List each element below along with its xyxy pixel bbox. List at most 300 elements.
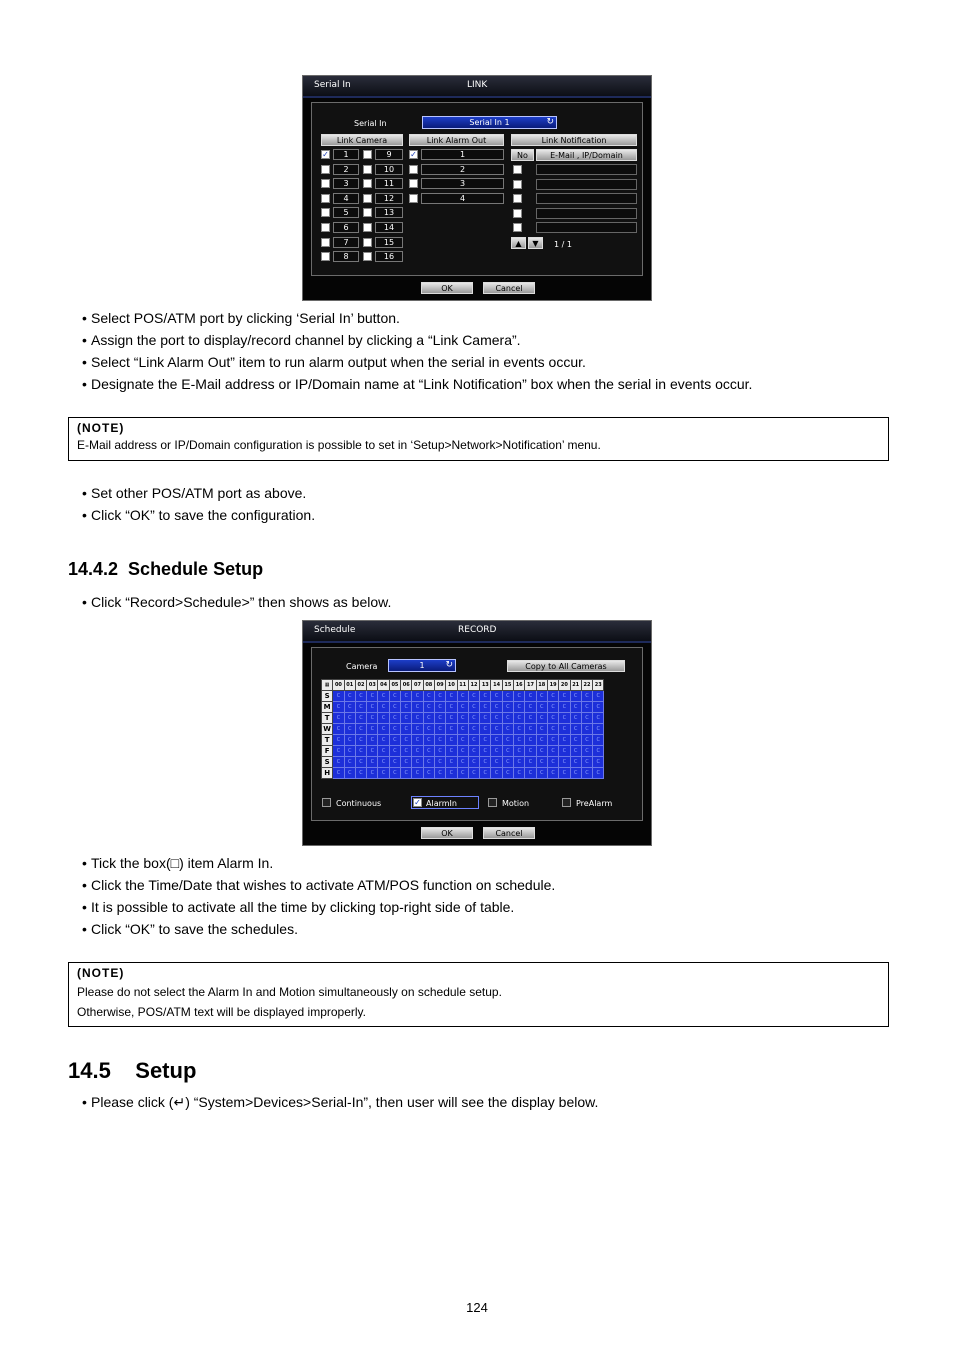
- link-camera-checkbox[interactable]: [321, 208, 330, 217]
- hour-header[interactable]: 00: [333, 680, 344, 691]
- hour-header[interactable]: 19: [547, 680, 558, 691]
- schedule-cell[interactable]: C: [468, 746, 479, 757]
- link-notification-checkbox[interactable]: [513, 165, 522, 174]
- link-alarm-out-checkbox[interactable]: [409, 179, 418, 188]
- continuous-label: Continuous: [336, 799, 382, 808]
- schedule-cell[interactable]: C: [525, 713, 536, 724]
- prealarm-checkbox[interactable]: [562, 798, 571, 807]
- link-alarm-out-checkbox[interactable]: [409, 194, 418, 203]
- schedule-cell[interactable]: C: [547, 691, 558, 702]
- schedule-cell[interactable]: C: [412, 702, 423, 713]
- schedule-title-center: RECORD: [458, 625, 497, 635]
- schedule-cell[interactable]: C: [333, 724, 344, 735]
- link-notification-checkbox[interactable]: [513, 180, 522, 189]
- schedule-cell[interactable]: C: [593, 691, 604, 702]
- link-alarm-out-checkbox[interactable]: [409, 165, 418, 174]
- link-camera-checkbox[interactable]: [363, 238, 372, 247]
- prealarm-label: PreAlarm: [576, 799, 613, 808]
- schedule-cell[interactable]: C: [570, 713, 581, 724]
- serial-in-select[interactable]: [422, 116, 557, 129]
- schedule-cell[interactable]: C: [355, 757, 366, 768]
- hour-header[interactable]: 17: [525, 680, 536, 691]
- schedule-cell[interactable]: C: [547, 735, 558, 746]
- schedule-cell[interactable]: C: [502, 735, 513, 746]
- list-item: • Click “OK” to save the configuration.: [82, 507, 316, 523]
- schedule-cell[interactable]: C: [502, 757, 513, 768]
- schedule-cell[interactable]: C: [344, 735, 355, 746]
- serial-in-value: Serial In 1: [469, 118, 510, 127]
- hour-header[interactable]: 14: [491, 680, 502, 691]
- schedule-cell[interactable]: C: [491, 746, 502, 757]
- schedule-cell[interactable]: C: [514, 757, 525, 768]
- schedule-cell[interactable]: C: [333, 702, 344, 713]
- schedule-cell[interactable]: C: [412, 757, 423, 768]
- camera-value: 1: [419, 661, 425, 670]
- schedule-cell[interactable]: C: [502, 746, 513, 757]
- schedule-cell[interactable]: C: [593, 713, 604, 724]
- schedule-cell[interactable]: C: [389, 746, 400, 757]
- schedule-cell[interactable]: C: [536, 724, 547, 735]
- link-camera-checkbox[interactable]: [363, 165, 372, 174]
- schedule-cell[interactable]: C: [401, 702, 412, 713]
- schedule-cell[interactable]: C: [446, 757, 457, 768]
- schedule-cell[interactable]: C: [570, 757, 581, 768]
- schedule-cell[interactable]: C: [344, 702, 355, 713]
- schedule-cell[interactable]: C: [491, 768, 502, 779]
- list-item: • Tick the box(□) item Alarm In.: [82, 855, 274, 871]
- link-camera-checkbox[interactable]: [363, 194, 372, 203]
- alarmin-checkbox[interactable]: ✓: [414, 798, 421, 807]
- day-header[interactable]: S: [322, 757, 333, 768]
- schedule-cell[interactable]: C: [434, 713, 445, 724]
- schedule-cell[interactable]: C: [536, 746, 547, 757]
- schedule-cell[interactable]: C: [355, 735, 366, 746]
- link-alarm-out-number: 1: [421, 149, 504, 160]
- copy-to-all-cameras-button[interactable]: Copy to All Cameras: [507, 660, 625, 672]
- schedule-cell[interactable]: C: [559, 724, 570, 735]
- schedule-cell[interactable]: C: [367, 713, 378, 724]
- schedule-cell[interactable]: C: [412, 735, 423, 746]
- schedule-cell[interactable]: C: [502, 724, 513, 735]
- schedule-cell[interactable]: C: [559, 691, 570, 702]
- schedule-cell[interactable]: C: [468, 768, 479, 779]
- schedule-cell[interactable]: C: [468, 702, 479, 713]
- link-notification-header[interactable]: Link Notification: [511, 134, 637, 146]
- schedule-cell[interactable]: C: [434, 768, 445, 779]
- schedule-cell[interactable]: C: [367, 735, 378, 746]
- schedule-cell[interactable]: C: [593, 702, 604, 713]
- link-camera-checkbox[interactable]: ✓: [322, 150, 329, 159]
- schedule-cell[interactable]: C: [491, 713, 502, 724]
- schedule-cell[interactable]: C: [423, 713, 434, 724]
- schedule-cell[interactable]: C: [333, 768, 344, 779]
- schedule-cell[interactable]: C: [514, 702, 525, 713]
- schedule-cell[interactable]: C: [333, 746, 344, 757]
- schedule-ok-button[interactable]: OK: [421, 827, 473, 839]
- schedule-cell[interactable]: C: [593, 768, 604, 779]
- schedule-cell[interactable]: C: [514, 713, 525, 724]
- schedule-cell[interactable]: C: [547, 724, 558, 735]
- schedule-cell[interactable]: C: [344, 713, 355, 724]
- link-camera-number: 15: [375, 237, 403, 248]
- schedule-cell[interactable]: C: [536, 735, 547, 746]
- schedule-cell[interactable]: C: [367, 746, 378, 757]
- schedule-cell[interactable]: C: [446, 768, 457, 779]
- schedule-cell[interactable]: C: [333, 757, 344, 768]
- hour-header[interactable]: 16: [514, 680, 525, 691]
- schedule-cell[interactable]: C: [559, 713, 570, 724]
- schedule-cell[interactable]: C: [536, 691, 547, 702]
- schedule-cell[interactable]: C: [401, 724, 412, 735]
- hour-header[interactable]: 13: [480, 680, 491, 691]
- schedule-cell[interactable]: C: [570, 746, 581, 757]
- schedule-cell[interactable]: C: [389, 702, 400, 713]
- schedule-cell[interactable]: C: [570, 768, 581, 779]
- link-notification-field[interactable]: [536, 164, 637, 175]
- schedule-cell[interactable]: C: [378, 691, 389, 702]
- schedule-cell[interactable]: C: [457, 768, 468, 779]
- schedule-cell[interactable]: C: [355, 746, 366, 757]
- schedule-cell[interactable]: C: [525, 757, 536, 768]
- schedule-cell[interactable]: C: [559, 735, 570, 746]
- schedule-cell[interactable]: C: [389, 735, 400, 746]
- schedule-cell[interactable]: C: [434, 724, 445, 735]
- link-alarm-out-header[interactable]: Link Alarm Out: [409, 134, 504, 146]
- schedule-cell[interactable]: C: [480, 691, 491, 702]
- schedule-cell[interactable]: C: [491, 757, 502, 768]
- link-camera-number: 8: [333, 251, 359, 262]
- schedule-cell[interactable]: C: [378, 713, 389, 724]
- schedule-cell[interactable]: C: [457, 691, 468, 702]
- schedule-cell[interactable]: C: [434, 735, 445, 746]
- link-notification-field[interactable]: [536, 179, 637, 190]
- schedule-cell[interactable]: C: [570, 724, 581, 735]
- schedule-cell[interactable]: C: [412, 713, 423, 724]
- list-item: • Please click (↵) “System>Devices>Serial-In”, then user will see the display below.: [82, 1094, 599, 1110]
- schedule-cell[interactable]: C: [457, 735, 468, 746]
- schedule-cell[interactable]: C: [480, 713, 491, 724]
- schedule-cancel-button[interactable]: Cancel: [483, 827, 535, 839]
- schedule-cell[interactable]: C: [581, 768, 592, 779]
- hour-header[interactable]: 05: [389, 680, 400, 691]
- note-line: E-Mail address or IP/Domain configuration is possible to set in ‘Setup>Network>Notification’ menu.: [77, 438, 601, 452]
- schedule-cell[interactable]: C: [525, 746, 536, 757]
- hour-header[interactable]: 22: [581, 680, 592, 691]
- link-camera-checkbox[interactable]: [363, 208, 372, 217]
- hour-header[interactable]: 04: [378, 680, 389, 691]
- day-header[interactable]: S: [322, 691, 333, 702]
- schedule-cell[interactable]: C: [434, 757, 445, 768]
- schedule-cell[interactable]: C: [536, 713, 547, 724]
- link-notification-field[interactable]: [536, 208, 637, 219]
- schedule-cell[interactable]: C: [559, 768, 570, 779]
- schedule-cell[interactable]: C: [536, 702, 547, 713]
- schedule-cell[interactable]: C: [514, 691, 525, 702]
- schedule-cell[interactable]: C: [468, 757, 479, 768]
- hour-header[interactable]: 20: [559, 680, 570, 691]
- schedule-cell[interactable]: C: [434, 746, 445, 757]
- schedule-cell[interactable]: C: [344, 691, 355, 702]
- link-camera-number: 11: [375, 178, 403, 189]
- schedule-cell[interactable]: C: [581, 724, 592, 735]
- schedule-cell[interactable]: C: [389, 757, 400, 768]
- schedule-cell[interactable]: C: [502, 702, 513, 713]
- hour-header[interactable]: 21: [570, 680, 581, 691]
- link-camera-checkbox[interactable]: [321, 238, 330, 247]
- hour-header[interactable]: 06: [401, 680, 412, 691]
- link-notification-checkbox[interactable]: [513, 209, 522, 218]
- schedule-screen: [302, 620, 652, 846]
- link-ok-button[interactable]: OK: [421, 282, 473, 294]
- link-camera-checkbox[interactable]: [363, 179, 372, 188]
- schedule-cell[interactable]: C: [581, 735, 592, 746]
- schedule-cell[interactable]: C: [593, 757, 604, 768]
- schedule-cell[interactable]: C: [502, 713, 513, 724]
- link-camera-number: 4: [333, 193, 359, 204]
- link-camera-number: 10: [375, 164, 403, 175]
- schedule-cell[interactable]: C: [401, 768, 412, 779]
- link-notification-field[interactable]: [536, 193, 637, 204]
- schedule-cell[interactable]: C: [547, 746, 558, 757]
- schedule-cell[interactable]: C: [514, 724, 525, 735]
- schedule-cell[interactable]: C: [344, 757, 355, 768]
- hour-header[interactable]: 12: [468, 680, 479, 691]
- schedule-cell[interactable]: C: [525, 735, 536, 746]
- day-header[interactable]: M: [322, 702, 333, 713]
- schedule-cell[interactable]: C: [355, 768, 366, 779]
- hour-header[interactable]: 10: [446, 680, 457, 691]
- schedule-cell[interactable]: C: [389, 691, 400, 702]
- link-camera-checkbox[interactable]: [321, 165, 330, 174]
- schedule-cell[interactable]: C: [581, 746, 592, 757]
- schedule-cell[interactable]: C: [412, 724, 423, 735]
- select-all-cell[interactable]: ▦: [322, 680, 333, 691]
- schedule-cell[interactable]: C: [525, 768, 536, 779]
- schedule-cell[interactable]: C: [581, 713, 592, 724]
- list-item: • Click the Time/Date that wishes to activate ATM/POS function on schedule.: [82, 877, 556, 893]
- schedule-cell[interactable]: C: [457, 724, 468, 735]
- page-up-button[interactable]: ▲: [511, 237, 526, 249]
- camera-select[interactable]: [388, 659, 456, 672]
- schedule-cell[interactable]: C: [355, 702, 366, 713]
- alarmin-option[interactable]: [411, 796, 479, 809]
- schedule-cell[interactable]: C: [333, 735, 344, 746]
- schedule-cell[interactable]: C: [491, 735, 502, 746]
- day-header[interactable]: H: [322, 768, 333, 779]
- link-camera-checkbox[interactable]: [363, 223, 372, 232]
- schedule-cell[interactable]: C: [559, 757, 570, 768]
- link-notification-field[interactable]: [536, 222, 637, 233]
- schedule-cell[interactable]: C: [547, 768, 558, 779]
- schedule-cell[interactable]: C: [491, 724, 502, 735]
- schedule-cell[interactable]: C: [536, 768, 547, 779]
- schedule-cell[interactable]: C: [367, 768, 378, 779]
- schedule-cell[interactable]: C: [581, 757, 592, 768]
- schedule-cell[interactable]: C: [514, 735, 525, 746]
- schedule-cell[interactable]: C: [491, 691, 502, 702]
- schedule-cell[interactable]: C: [457, 713, 468, 724]
- schedule-cell[interactable]: C: [480, 702, 491, 713]
- schedule-cell[interactable]: C: [401, 746, 412, 757]
- link-camera-header[interactable]: Link Camera: [321, 134, 403, 146]
- schedule-cell[interactable]: C: [423, 691, 434, 702]
- schedule-cell[interactable]: C: [446, 724, 457, 735]
- schedule-cell[interactable]: C: [570, 735, 581, 746]
- schedule-cell[interactable]: C: [593, 746, 604, 757]
- schedule-cell[interactable]: C: [468, 724, 479, 735]
- schedule-cell[interactable]: C: [412, 746, 423, 757]
- schedule-cell[interactable]: C: [581, 702, 592, 713]
- hour-header[interactable]: 11: [457, 680, 468, 691]
- link-alarm-out-number: 4: [421, 193, 504, 204]
- schedule-cell[interactable]: C: [457, 757, 468, 768]
- schedule-cell[interactable]: C: [593, 724, 604, 735]
- link-camera-checkbox[interactable]: [321, 179, 330, 188]
- schedule-cell[interactable]: C: [581, 691, 592, 702]
- schedule-cell[interactable]: C: [378, 724, 389, 735]
- schedule-cell[interactable]: C: [423, 724, 434, 735]
- schedule-cell[interactable]: C: [514, 768, 525, 779]
- schedule-cell[interactable]: C: [367, 757, 378, 768]
- schedule-cell[interactable]: C: [344, 724, 355, 735]
- hour-header[interactable]: 15: [502, 680, 513, 691]
- schedule-cell[interactable]: C: [446, 735, 457, 746]
- schedule-cell[interactable]: C: [333, 713, 344, 724]
- schedule-cell[interactable]: C: [547, 757, 558, 768]
- continuous-checkbox[interactable]: [322, 798, 331, 807]
- day-header[interactable]: T: [322, 713, 333, 724]
- link-camera-checkbox[interactable]: [321, 194, 330, 203]
- schedule-cell[interactable]: C: [547, 713, 558, 724]
- schedule-cell[interactable]: C: [344, 768, 355, 779]
- schedule-cell[interactable]: C: [468, 713, 479, 724]
- day-header[interactable]: F: [322, 746, 333, 757]
- hour-header[interactable]: 02: [355, 680, 366, 691]
- schedule-cell[interactable]: C: [480, 757, 491, 768]
- link-notification-checkbox[interactable]: [513, 223, 522, 232]
- link-cancel-button[interactable]: Cancel: [483, 282, 535, 294]
- schedule-cell[interactable]: C: [378, 735, 389, 746]
- schedule-cell[interactable]: C: [355, 713, 366, 724]
- schedule-cell[interactable]: C: [378, 702, 389, 713]
- schedule-cell[interactable]: C: [468, 691, 479, 702]
- hour-header[interactable]: 03: [367, 680, 378, 691]
- schedule-cell[interactable]: C: [401, 691, 412, 702]
- cycle-icon: ↻: [546, 117, 554, 127]
- schedule-cell[interactable]: C: [389, 724, 400, 735]
- hour-header[interactable]: 18: [536, 680, 547, 691]
- schedule-cell[interactable]: C: [480, 746, 491, 757]
- schedule-cell[interactable]: C: [502, 691, 513, 702]
- schedule-cell[interactable]: C: [525, 691, 536, 702]
- schedule-cell[interactable]: C: [446, 746, 457, 757]
- schedule-cell[interactable]: C: [446, 702, 457, 713]
- list-item: • Designate the E-Mail address or IP/Domain name at “Link Notification” box when the serial in events occur.: [82, 376, 753, 392]
- schedule-panel: [311, 647, 643, 821]
- schedule-cell[interactable]: C: [559, 746, 570, 757]
- schedule-cell[interactable]: C: [389, 713, 400, 724]
- schedule-cell[interactable]: C: [355, 724, 366, 735]
- day-header[interactable]: W: [323, 725, 332, 733]
- link-camera-number: 7: [333, 237, 359, 248]
- schedule-cell[interactable]: C: [333, 691, 344, 702]
- cycle-icon: ↻: [445, 660, 453, 670]
- schedule-cell[interactable]: C: [468, 735, 479, 746]
- schedule-cell[interactable]: C: [491, 702, 502, 713]
- hour-header[interactable]: 07: [412, 680, 423, 691]
- schedule-cell[interactable]: C: [401, 713, 412, 724]
- link-camera-checkbox[interactable]: [363, 150, 372, 159]
- link-camera-checkbox[interactable]: [321, 223, 330, 232]
- schedule-cell[interactable]: C: [367, 691, 378, 702]
- link-title-left: Serial In: [314, 80, 351, 90]
- day-header[interactable]: T: [322, 735, 333, 746]
- schedule-cell[interactable]: C: [434, 691, 445, 702]
- schedule-cell[interactable]: C: [412, 691, 423, 702]
- schedule-cell[interactable]: C: [401, 735, 412, 746]
- schedule-cell[interactable]: C: [389, 768, 400, 779]
- schedule-cell[interactable]: C: [401, 757, 412, 768]
- schedule-cell[interactable]: C: [423, 746, 434, 757]
- hour-header[interactable]: 09: [434, 680, 445, 691]
- motion-checkbox[interactable]: [488, 798, 497, 807]
- schedule-cell[interactable]: C: [570, 702, 581, 713]
- hour-header[interactable]: 01: [344, 680, 355, 691]
- schedule-cell[interactable]: C: [559, 702, 570, 713]
- list-item: • Assign the port to display/record channel by clicking a “Link Camera”.: [82, 332, 521, 348]
- schedule-cell[interactable]: C: [423, 757, 434, 768]
- page-down-button[interactable]: ▼: [528, 237, 543, 249]
- schedule-cell[interactable]: C: [412, 768, 423, 779]
- schedule-cell[interactable]: C: [446, 713, 457, 724]
- link-camera-number: 9: [375, 149, 403, 160]
- schedule-cell[interactable]: C: [446, 691, 457, 702]
- schedule-cell[interactable]: C: [547, 702, 558, 713]
- hour-header[interactable]: 23: [593, 680, 604, 691]
- schedule-table[interactable]: [321, 679, 604, 779]
- schedule-cell[interactable]: C: [344, 746, 355, 757]
- schedule-cell[interactable]: C: [480, 724, 491, 735]
- schedule-cell[interactable]: C: [457, 702, 468, 713]
- schedule-cell[interactable]: C: [378, 757, 389, 768]
- schedule-cell[interactable]: C: [536, 757, 547, 768]
- schedule-cell[interactable]: C: [480, 768, 491, 779]
- link-notification-checkbox[interactable]: [513, 194, 522, 203]
- schedule-cell[interactable]: C: [480, 735, 491, 746]
- schedule-cell[interactable]: C: [378, 746, 389, 757]
- schedule-cell[interactable]: C: [434, 702, 445, 713]
- schedule-cell[interactable]: C: [367, 702, 378, 713]
- schedule-cell[interactable]: C: [367, 724, 378, 735]
- schedule-cell[interactable]: C: [423, 735, 434, 746]
- schedule-cell[interactable]: C: [570, 691, 581, 702]
- schedule-cell[interactable]: C: [457, 746, 468, 757]
- link-alarm-out-checkbox[interactable]: ✓: [410, 150, 417, 159]
- hour-header[interactable]: 08: [423, 680, 434, 691]
- schedule-cell[interactable]: C: [502, 768, 513, 779]
- schedule-cell[interactable]: C: [355, 691, 366, 702]
- link-camera-checkbox[interactable]: [321, 252, 330, 261]
- schedule-cell[interactable]: C: [378, 768, 389, 779]
- schedule-cell[interactable]: C: [525, 702, 536, 713]
- schedule-cell[interactable]: C: [514, 746, 525, 757]
- schedule-cell[interactable]: C: [423, 768, 434, 779]
- schedule-cell[interactable]: C: [593, 735, 604, 746]
- schedule-cell[interactable]: C: [525, 724, 536, 735]
- link-camera-checkbox[interactable]: [363, 252, 372, 261]
- page-number: 124: [466, 1300, 488, 1315]
- schedule-cell[interactable]: C: [423, 702, 434, 713]
